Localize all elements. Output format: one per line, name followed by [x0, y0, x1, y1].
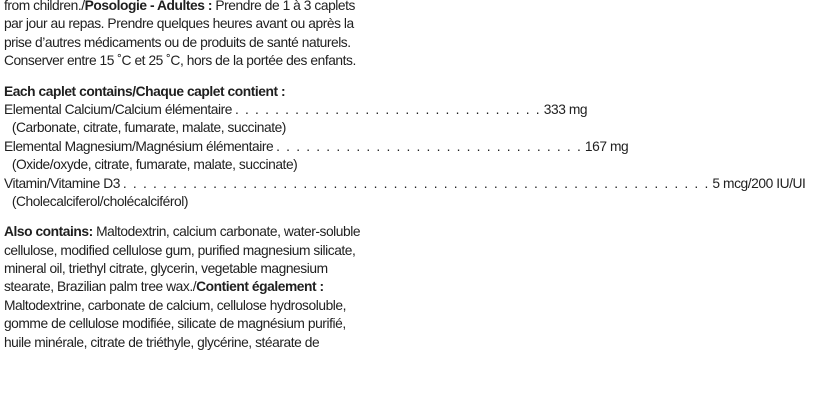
ingredient-name: Vitamin/Vitamine D3 — [3, 174, 120, 191]
dot-leader: . . . . . . . . . . . . . . . . . . . . . . . . . . . . . . . — [276, 137, 582, 154]
spacer — [4, 70, 398, 82]
ingredient-amount: 5 mcg/200 IU/UI — [712, 174, 806, 191]
ingredient-source: (Carbonate, citrate, fumarate, malate, succinate) — [11, 119, 286, 136]
composition-heading — [4, 82, 398, 100]
ingredient-name: Elemental Magnesium/Magnésium élémentaire — [3, 137, 274, 154]
directions-text: Prendre de 1 à 3 caplets — [211, 0, 356, 13]
directions-text: from children./ — [3, 0, 85, 13]
composition-heading-text: Each caplet contains/Chaque caplet contient : — [3, 82, 286, 99]
also-contains-line-4 — [4, 277, 398, 295]
dot-leader: . . . . . . . . . . . . . . . . . . . . . . . . . . . . . . . . . . . . . . . . . . . . . . . . . . . . . . . . . . . — [122, 174, 710, 191]
also-contains-heading-fr: Contient également : — [196, 278, 324, 295]
also-contains-line-6: gomme de cellulose modifiée, silicate de magnésium purifié, — [3, 315, 346, 332]
also-contains-heading: Also contains: — [3, 223, 93, 240]
ingredient-row-vitamin-d3 — [3, 174, 806, 192]
ingredient-row-magnesium — [3, 137, 629, 155]
ingredient-amount: 333 mg — [543, 100, 588, 117]
spacer — [4, 210, 398, 222]
directions-line-1 — [4, 0, 398, 14]
also-contains-line-7: huile minérale, citrate de triéthyle, glycérine, stéarate de — [3, 333, 320, 350]
dot-leader: . . . . . . . . . . . . . . . . . . . . . . . . . . . . . . . — [234, 100, 541, 117]
also-contains-line-3: mineral oil, triethyl citrate, glycerin, vegetable magnesium — [3, 260, 328, 277]
product-label-text — [3, 0, 806, 351]
non-medicinal-text: Maltodextrin, calcium carbonate, water-soluble — [92, 223, 361, 240]
ingredient-source: (Cholecalciferol/cholécalciférol) — [11, 192, 189, 209]
ingredient-row-calcium — [3, 100, 588, 118]
ingredient-source: (Oxide/oxyde, citrate, fumarate, malate, succinate) — [11, 156, 298, 173]
dosage-heading-fr: Posologie - Adultes : — [84, 0, 212, 13]
directions-line-3: prise d’autres médicaments ou de produits de santé naturels. — [3, 33, 351, 50]
ingredient-amount: 167 mg — [584, 137, 629, 154]
also-contains-line-5: Maltodextrine, carbonate de calcium, cellulose hydrosoluble, — [3, 296, 347, 313]
storage-line: Conserver entre 15 ˚C et 25 ˚C, hors de la portée des enfants. — [3, 52, 356, 69]
also-contains-line-1 — [4, 222, 398, 240]
non-medicinal-text: stearate, Brazilian palm tree wax./ — [3, 278, 197, 295]
ingredient-name: Elemental Calcium/Calcium élémentaire — [3, 100, 233, 117]
also-contains-line-2: cellulose, modified cellulose gum, purified magnesium silicate, — [3, 241, 356, 258]
directions-line-2: par jour au repas. Prendre quelques heures avant ou après la — [3, 15, 354, 32]
